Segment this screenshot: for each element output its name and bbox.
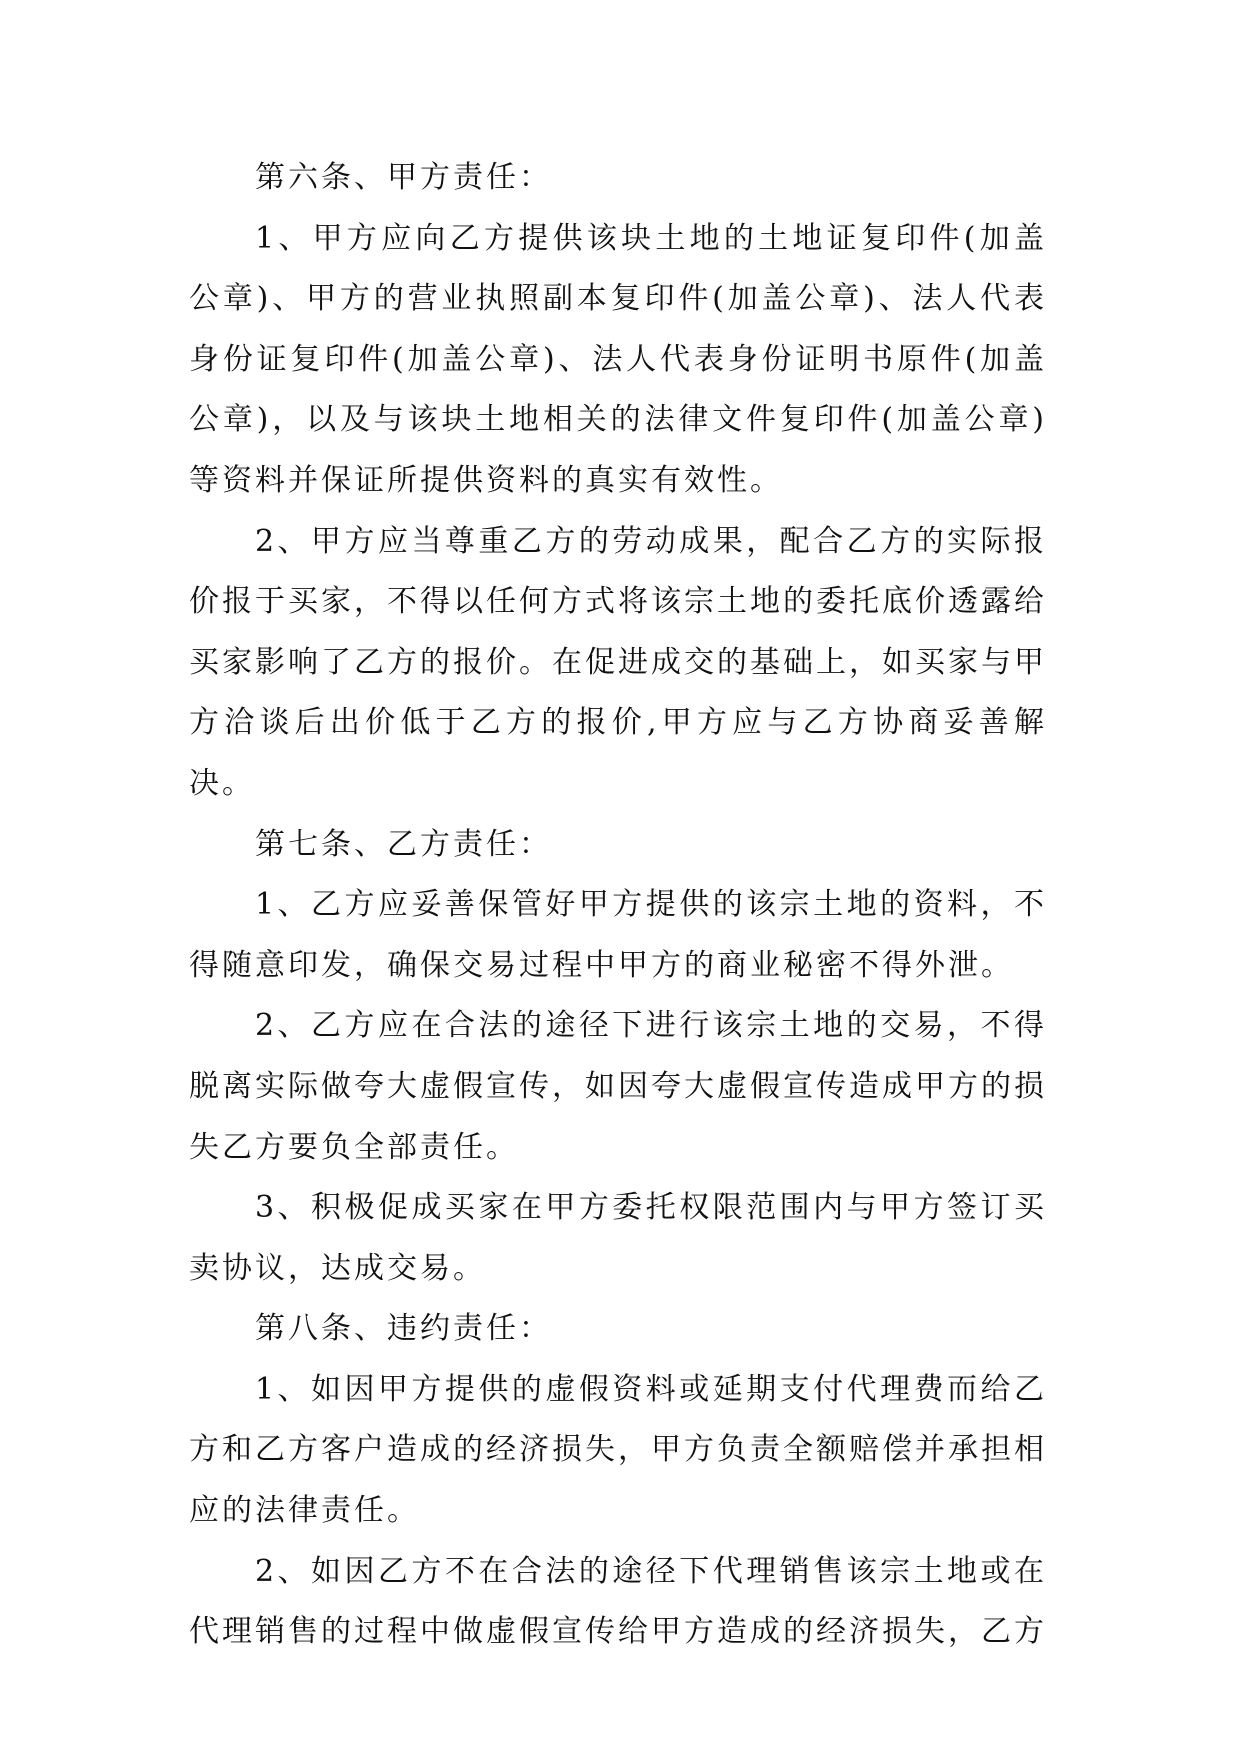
clause-paragraph: 1、如因甲方提供的虚假资料或延期支付代理费而给乙方和乙方客户造成的经济损失，甲方负责全额赔偿并承担相应的法律责任。	[189, 1371, 1047, 1529]
document-body	[189, 148, 1047, 1663]
clause-paragraph: 2、甲方应当尊重乙方的劳动成果，配合乙方的实际报价报于买家，不得以任何方式将该宗土地的委托底价透露给买家影响了乙方的报价。在促进成交的基础上，如买家与甲方洽谈后出价低于乙方的报价,甲方应与乙方协商妥善解决。	[189, 523, 1047, 801]
clause-paragraph: 1、甲方应向乙方提供该块土地的土地证复印件(加盖公章)、甲方的营业执照副本复印件(加盖公章)、法人代表身份证复印件(加盖公章)、法人代表身份证明书原件(加盖公章)，以及与该块土地相关的法律文件复印件(加盖公章)等资料并保证所提供资料的真实有效性。	[189, 220, 1047, 498]
clause-paragraph: 3、积极促成买家在甲方委托权限范围内与甲方签订买卖协议，达成交易。	[189, 1190, 1047, 1286]
clause-paragraph: 1、乙方应妥善保管好甲方提供的该宗土地的资料，不得随意印发，确保交易过程中甲方的商业秘密不得外泄。	[189, 887, 1047, 983]
clause-paragraph: 2、乙方应在合法的途径下进行该宗土地的交易，不得脱离实际做夸大虚假宣传，如因夸大虚假宣传造成甲方的损失乙方要负全部责任。	[189, 1008, 1047, 1165]
section-heading-8: 第八条、违约责任：	[255, 1311, 552, 1347]
clause-paragraph: 2、如因乙方不在合法的途径下代理销售该宗土地或在代理销售的过程中做虚假宣传给甲方造成的经济损失，乙方	[189, 1553, 1047, 1650]
section-heading-7: 第七条、乙方责任：	[255, 826, 552, 862]
section-heading-6: 第六条、甲方责任：	[255, 160, 552, 195]
